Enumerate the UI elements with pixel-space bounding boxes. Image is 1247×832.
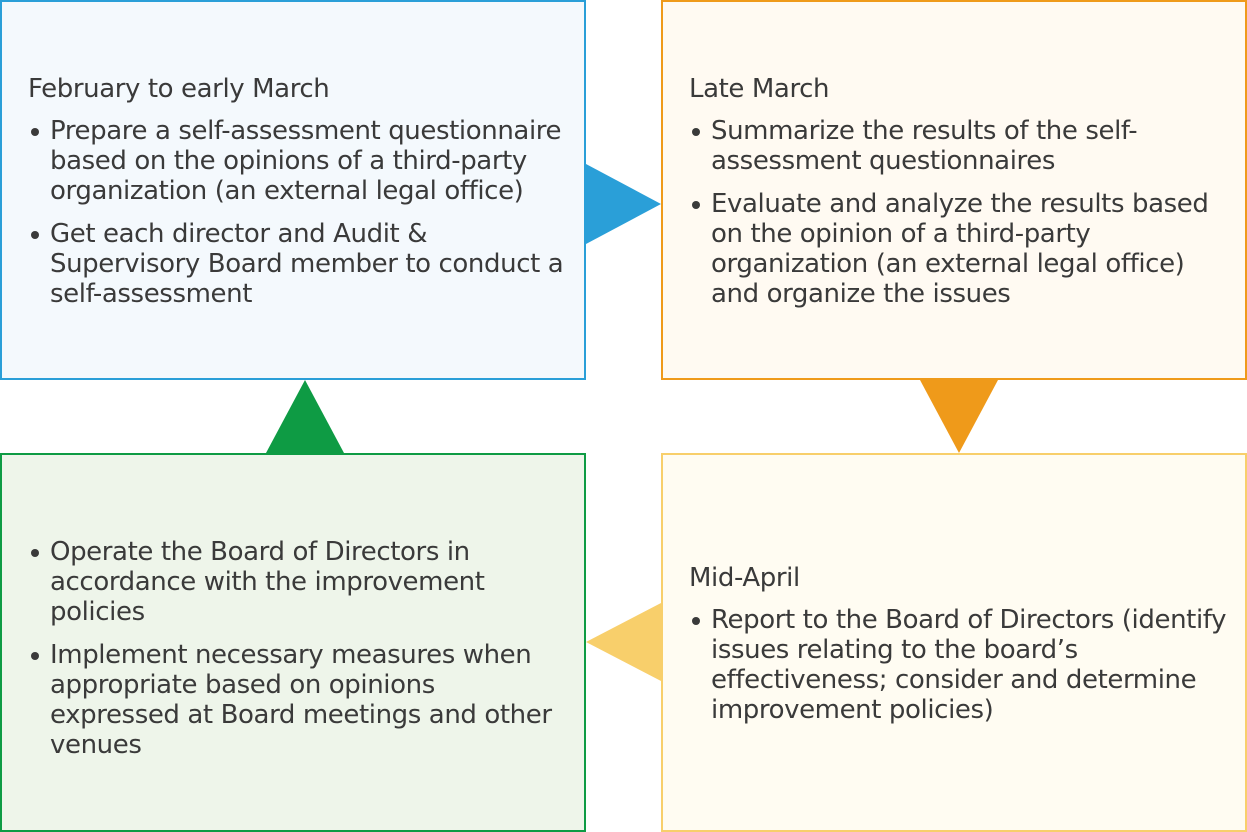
list-item: Summarize the results of the self-assessment questionnaires [689,116,1227,176]
step-late-march-content [689,74,1227,322]
step-february-list [28,116,566,309]
arrow-right-icon [586,164,661,244]
list-item: Report to the Board of Directors (identify issues relating to the board’s effectiveness; consider and determine improvement policies) [689,605,1227,725]
list-item: Operate the Board of Directors in accordance with the improvement policies [28,537,566,627]
step-mid-april-list [689,605,1227,725]
step-operate-content [28,537,566,773]
arrow-left-icon [586,603,661,681]
step-february-box [0,0,586,380]
step-february-content [28,74,566,322]
list-item: Implement necessary measures when appropriate based on opinions expressed at Board meetings and other venues [28,640,566,760]
step-late-march-list [689,116,1227,309]
step-late-march-title: Late March [689,74,830,104]
list-item: Get each director and Audit & Supervisory Board member to conduct a self-assessment [28,219,566,309]
step-february-title: February to early March [28,74,330,104]
step-late-march-box [661,0,1247,380]
list-item: Evaluate and analyze the results based on the opinion of a third-party organization (an external legal office) and organize the issues [689,189,1227,309]
arrow-up-icon [266,380,344,453]
step-mid-april-box [661,453,1247,832]
step-operate-list [28,537,566,760]
step-mid-april-content [689,563,1227,738]
list-item: Prepare a self-assessment questionnaire based on the opinions of a third-party organization (an external legal office) [28,116,566,206]
arrow-down-icon [920,380,998,453]
step-operate-box [0,453,586,832]
step-mid-april-title: Mid-April [689,563,800,593]
